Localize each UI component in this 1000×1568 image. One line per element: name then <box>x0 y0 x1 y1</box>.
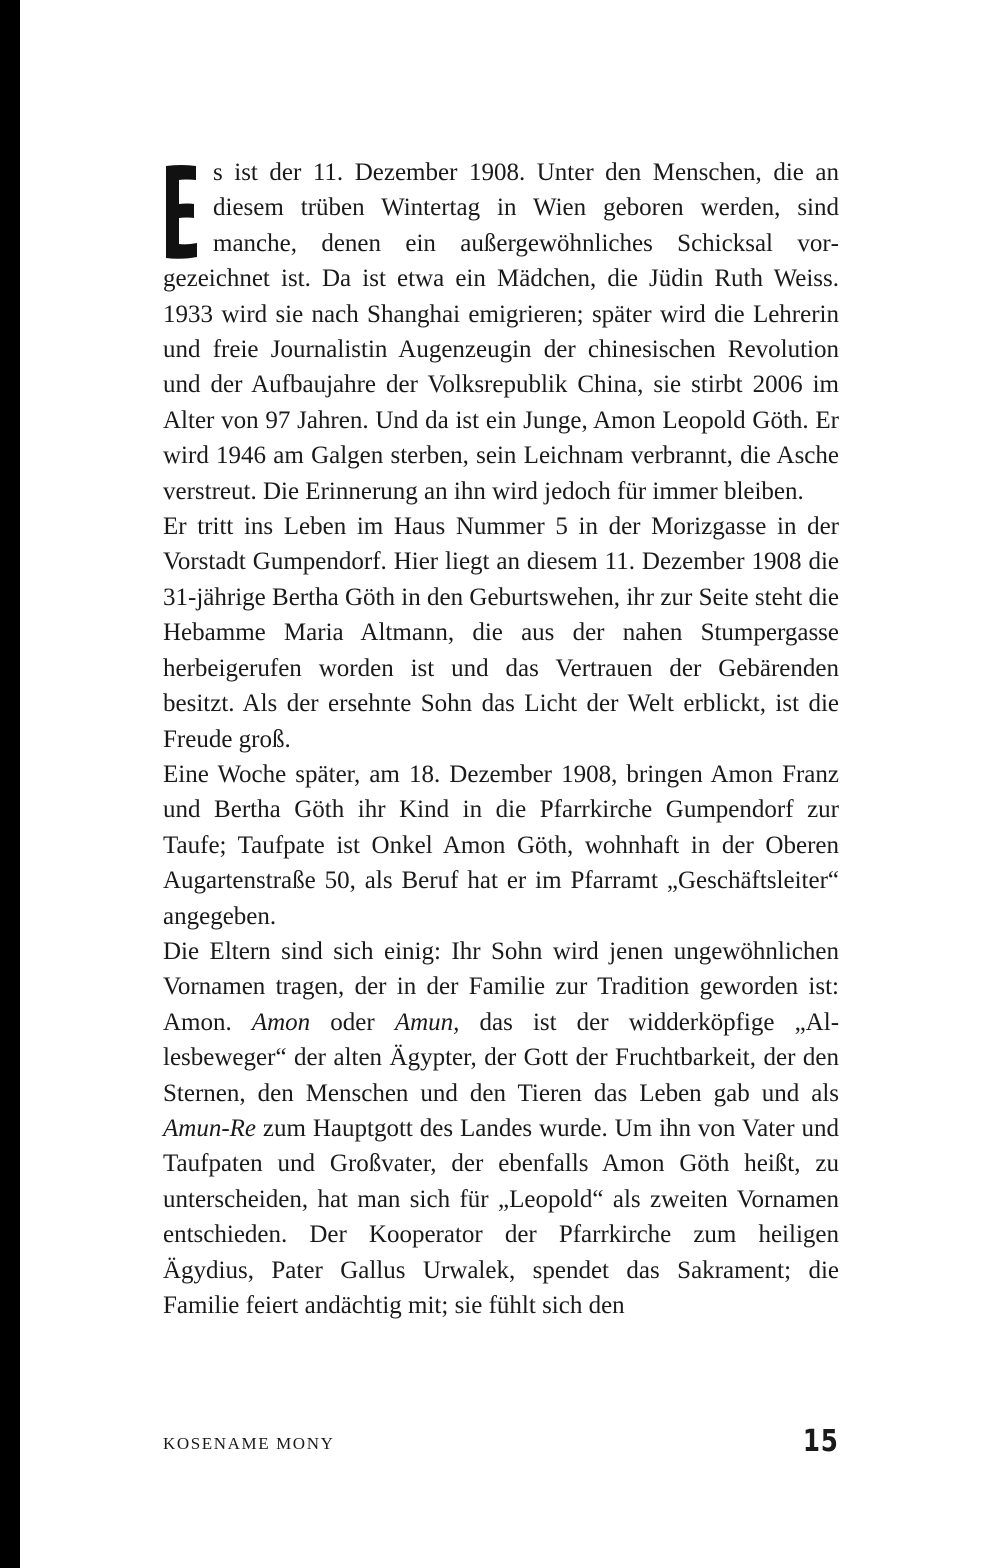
text-segment: Er tritt ins Leben im Haus Nummer 5 in der Morizgasse in der Vorstadt Gumpendorf. Hier liegt an diesem 11. Dezember 1908 die 31-jährige Bertha Göth in den Geburtswehen, ihr zur Seite steht die Hebamme Maria Altmann, die aus der nahen Stumpergasse herbeigerufen worden ist und das Vertrauen der Gebärenden besitzt. Als der ersehnte Sohn das Licht der Welt erblickt, ist die Freude groß. <box>163 513 839 753</box>
paragraph <box>163 155 839 509</box>
text-segment: oder <box>310 1008 395 1036</box>
running-title: KOSENAME MONY <box>163 1434 335 1453</box>
text-segment: zum Hauptgott des Landes wurde. Um ihn von Vater und Taufpaten und Großvater, der ebenfalls Amon Göth heißt, zu unterscheiden, hat man sich für „Leopold“ als zweiten Vornamen entschieden. Der Kooperator der Pfarrkirche zum heiligen Ägydius, Pater Gallus Urwalek, spendet das Sakrament; die Familie feiert andächtig mit; sie fühlt sich den <box>163 1114 839 1319</box>
text-segment: das ist der widderköpfige „Allesbeweger“ der alten Ägypter, der Gott der Fruchtbarkeit, der den Sternen, den Menschen und den Tieren das Leben gab und als <box>163 1008 840 1107</box>
paragraph <box>163 757 839 934</box>
italic-text: Amun, <box>394 1008 460 1036</box>
page-number: 15 <box>803 1424 839 1459</box>
text-segment: s ist der 11. Dezember 1908. Unter den Menschen, die an diesem trüben Wintertag in Wien geboren werden, sind manche, denen ein außergewöhnliches Schicksal vorgezeichnet ist. Da ist etwa ein Mädchen, die Jüdin Ruth Weiss. 1933 wird sie nach Shanghai emigrieren; später wird die Lehrerin und freie Journalistin Augenzeugin der chinesischen Revolution und der Aufbaujahre der Volksrepublik China, sie stirbt 2006 im Alter von 97 Jahren. Und da ist ein Junge, Amon Leopold Göth. Er wird 1946 am Galgen sterben, sein Leichnam verbrannt, die Asche verstreut. Die Erinnerung an ihn wird jedoch für immer bleiben. <box>163 159 839 505</box>
dropcap-letter <box>163 164 199 260</box>
body-text <box>163 155 839 1323</box>
text-segment: Eine Woche später, am 18. Dezember 1908, bringen Amon Franz und Bertha Göth ihr Kind in die Pfarrkirche Gumpendorf zur Taufe; Taufpate ist Onkel Amon Göth, wohnhaft in der Oberen Augartenstraße 50, als Beruf hat er im Pfarramt „Geschäftsleiter“ angegeben. <box>163 760 839 930</box>
italic-text: Amun-Re <box>163 1114 257 1142</box>
paragraph <box>163 509 839 757</box>
italic-text: Amon <box>251 1008 311 1036</box>
text-segment: Die Eltern sind sich einig: Ihr Sohn wird jenen ungewöhnlichen Vornamen tragen, der in der Familie zur Tradition geworden ist: Amon. <box>163 937 839 1036</box>
book-spine-edge <box>0 0 20 1568</box>
paragraph <box>163 934 839 1323</box>
